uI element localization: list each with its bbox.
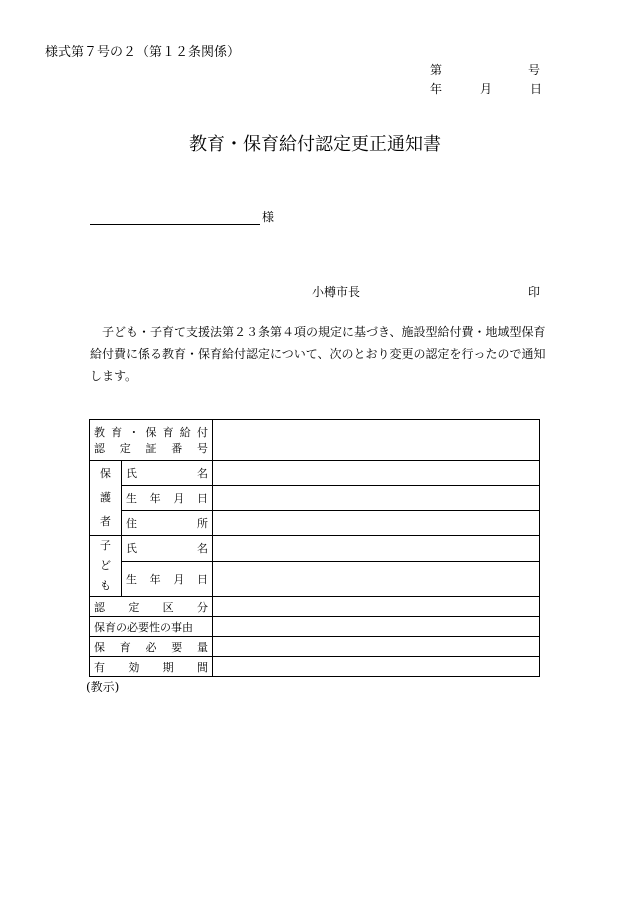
char: 定 <box>128 600 140 614</box>
char: 子 <box>100 539 111 552</box>
period-label <box>90 657 213 677</box>
char: 番 <box>171 442 183 455</box>
char: 月 <box>173 572 185 586</box>
char: 日 <box>196 572 208 586</box>
number-prefix: 第 <box>430 63 443 77</box>
char: 年 <box>149 492 161 505</box>
child-name-label <box>122 536 213 562</box>
char: 区 <box>162 600 174 614</box>
char: 間 <box>196 660 208 674</box>
reason-value <box>213 617 540 637</box>
char: 必 <box>145 640 157 654</box>
number-suffix: 号 <box>528 63 541 77</box>
amount-value <box>213 637 540 657</box>
char: 護 <box>100 491 111 504</box>
guardian-label <box>90 461 122 536</box>
char: 保 <box>94 640 105 654</box>
char: 生 <box>126 572 137 586</box>
child-label <box>90 536 122 597</box>
date-day: 日 <box>530 82 543 96</box>
char: ・ <box>128 426 140 439</box>
char: 教 <box>94 426 105 439</box>
char: ど <box>100 559 111 572</box>
char: 有 <box>94 660 105 674</box>
seal-mark: 印 <box>528 285 541 299</box>
char: 氏 <box>126 542 137 556</box>
char: 育 <box>119 640 131 654</box>
certification-table <box>89 419 540 677</box>
char: 日 <box>196 492 208 505</box>
date-year: 年 <box>430 82 443 96</box>
category-label <box>90 597 213 617</box>
char: 所 <box>197 517 208 530</box>
body-paragraph: 子ども・子育て支援法第２３条第４項の規定に基づき、施設型給付費・地域型保育給付費に係る教育・保育給付認定について、次のとおり変更の認定を行ったので通知します。 <box>90 325 546 383</box>
amount-label <box>90 637 213 657</box>
char: 者 <box>100 515 111 528</box>
guardian-name-value <box>213 461 540 486</box>
char: 分 <box>196 600 208 614</box>
char: 保 <box>100 467 111 480</box>
char: 要 <box>171 640 183 654</box>
char: 給 <box>179 426 191 439</box>
cert-no-value <box>213 420 540 461</box>
date-month: 月 <box>480 82 493 96</box>
char: 付 <box>196 426 208 439</box>
guardian-dob-value <box>213 486 540 511</box>
document-title: 教育・保育給付認定更正通知書 <box>189 134 441 155</box>
char: 効 <box>128 660 140 674</box>
guardian-address-label <box>122 511 213 536</box>
cert-no-label <box>90 420 213 461</box>
guardian-name-label <box>122 461 213 486</box>
char: 期 <box>162 660 174 674</box>
guardian-address-value <box>213 511 540 536</box>
category-value <box>213 597 540 617</box>
char: 住 <box>126 517 137 530</box>
char: も <box>100 579 111 592</box>
char: 号 <box>197 442 208 455</box>
char: 名 <box>197 542 208 556</box>
cert-no-line2 <box>94 440 208 456</box>
char: 生 <box>126 492 137 505</box>
char: 氏 <box>126 467 137 480</box>
guardian-dob-label <box>122 486 213 511</box>
child-dob-value <box>213 561 540 596</box>
body-text <box>90 321 550 387</box>
char: 育 <box>111 426 123 439</box>
addressee-line <box>90 223 260 225</box>
char: 年 <box>149 572 161 586</box>
char: 認 <box>94 600 105 614</box>
child-dob-label <box>122 561 213 596</box>
char: 証 <box>145 442 157 455</box>
reason-label: 保育の必要性の事由 <box>90 617 213 637</box>
char: 量 <box>197 640 208 654</box>
child-name-value <box>213 536 540 562</box>
char: 月 <box>173 492 185 505</box>
char: 認 <box>94 442 105 455</box>
form-id: 様式第７号の２（第１２条関係） <box>45 45 241 60</box>
char: 定 <box>119 442 131 455</box>
char: 保 <box>145 426 157 439</box>
addressee-honorific: 様 <box>262 210 275 224</box>
instruction-note: (教示) <box>86 680 120 694</box>
char: 名 <box>197 467 208 480</box>
cert-no-line1 <box>94 424 208 440</box>
issuer-name: 小樽市長 <box>312 285 361 299</box>
period-value <box>213 657 540 677</box>
char: 育 <box>162 426 174 439</box>
